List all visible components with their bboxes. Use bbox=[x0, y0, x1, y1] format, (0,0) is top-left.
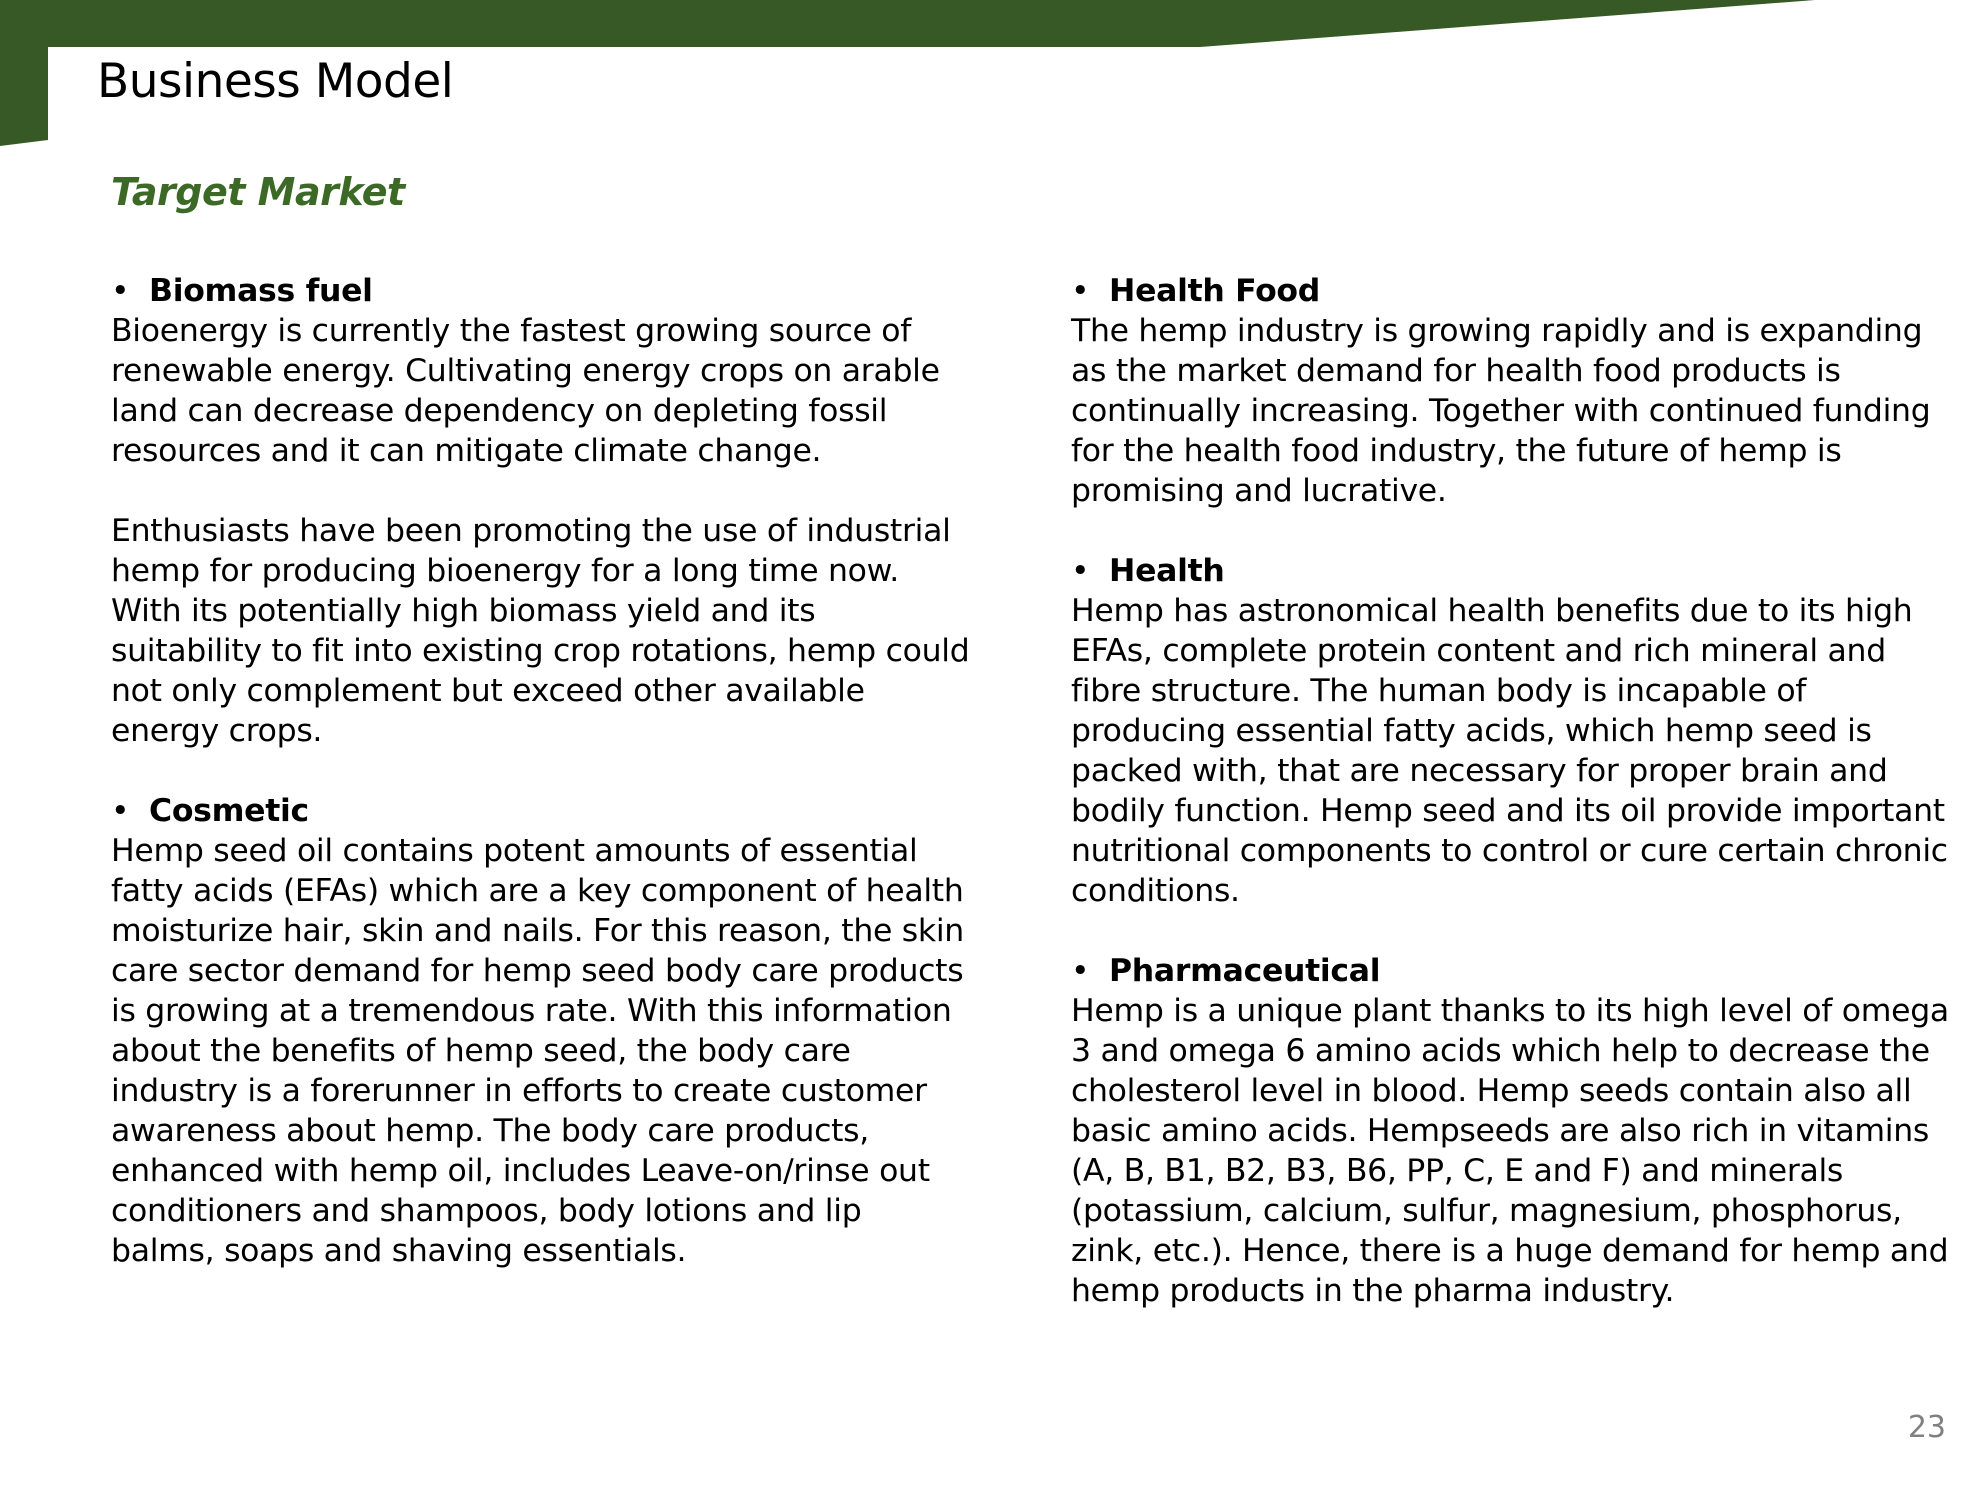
bullet-icon: • bbox=[111, 793, 130, 829]
bullet-heading bbox=[111, 271, 971, 311]
heading-text: Health bbox=[1109, 553, 1225, 589]
section-subtitle: Target Market bbox=[111, 170, 405, 214]
bullet-heading bbox=[1071, 951, 1951, 991]
paragraph: Hemp has astronomical health benefits due to its high EFAs, complete protein content and rich mineral and fibre structure. The human body is incapable of producing essential fatty acids, which hemp seed is packed with, that are necessary for proper brain and bodily function. Hemp seed and its oil provide important nutritional components to control or cure certain chronic conditions. bbox=[1071, 593, 1948, 909]
bullet-icon: • bbox=[111, 273, 130, 309]
bullet-icon: • bbox=[1071, 273, 1090, 309]
bullet-heading bbox=[111, 791, 971, 831]
section-cosmetic bbox=[111, 791, 971, 1271]
right-column bbox=[1071, 271, 1951, 1351]
paragraph: Hemp is a unique plant thanks to its high level of omega 3 and omega 6 amino acids which help to decrease the cholesterol level in blood. Hemp seeds contain also all basic amino acids. Hempseeds are also rich in vitamins (A, B, B1, B2, B3, B6, PP, C, E and F) and minerals (potassium, calcium, sulfur, magnesium, phosphorus, zink, etc.). Hence, there is a huge demand for hemp and hemp products in the pharma industry. bbox=[1071, 993, 1949, 1309]
bullet-icon: • bbox=[1071, 953, 1090, 989]
bullet-icon: • bbox=[1071, 553, 1090, 589]
section-health bbox=[1071, 551, 1951, 911]
section-health-food bbox=[1071, 271, 1951, 511]
heading-text: Health Food bbox=[1109, 273, 1321, 309]
paragraph: Enthusiasts have been promoting the use of industrial hemp for producing bioenergy for a long time now. With its potentially high biomass yield and its suitability to fit into existing crop rotations, hemp could not only complement but exceed other available energy crops. bbox=[111, 513, 970, 749]
heading-text: Cosmetic bbox=[149, 793, 309, 829]
bullet-heading bbox=[1071, 551, 1951, 591]
paragraph: The hemp industry is growing rapidly and is expanding as the market demand for health food products is continually increasing. Together with continued funding for the health food industry, the future of hemp is promising and lucrative. bbox=[1071, 313, 1931, 509]
paragraph: Hemp seed oil contains potent amounts of essential fatty acids (EFAs) which are a key component of health moisturize hair, skin and nails. For this reason, the skin care sector demand for hemp seed body care products is growing at a tremendous rate. With this information about the benefits of hemp seed, the body care industry is a forerunner in efforts to create customer awareness about hemp. The body care products, enhanced with hemp oil, includes Leave-on/rinse out conditioners and shampoos, body lotions and lip balms, soaps and shaving essentials. bbox=[111, 833, 964, 1269]
paragraph: Bioenergy is currently the fastest growing source of renewable energy. Cultivating energy crops on arable land can decrease dependency on depleting fossil resources and it can mitigate climate change. bbox=[111, 313, 940, 469]
page-title: Business Model bbox=[97, 54, 454, 109]
section-biomass-fuel bbox=[111, 271, 971, 751]
bullet-heading bbox=[1071, 271, 1951, 311]
page-number: 23 bbox=[1907, 1410, 1946, 1445]
section-pharmaceutical bbox=[1071, 951, 1951, 1311]
heading-text: Biomass fuel bbox=[149, 273, 373, 309]
heading-text: Pharmaceutical bbox=[1109, 953, 1381, 989]
left-column bbox=[111, 271, 971, 1311]
